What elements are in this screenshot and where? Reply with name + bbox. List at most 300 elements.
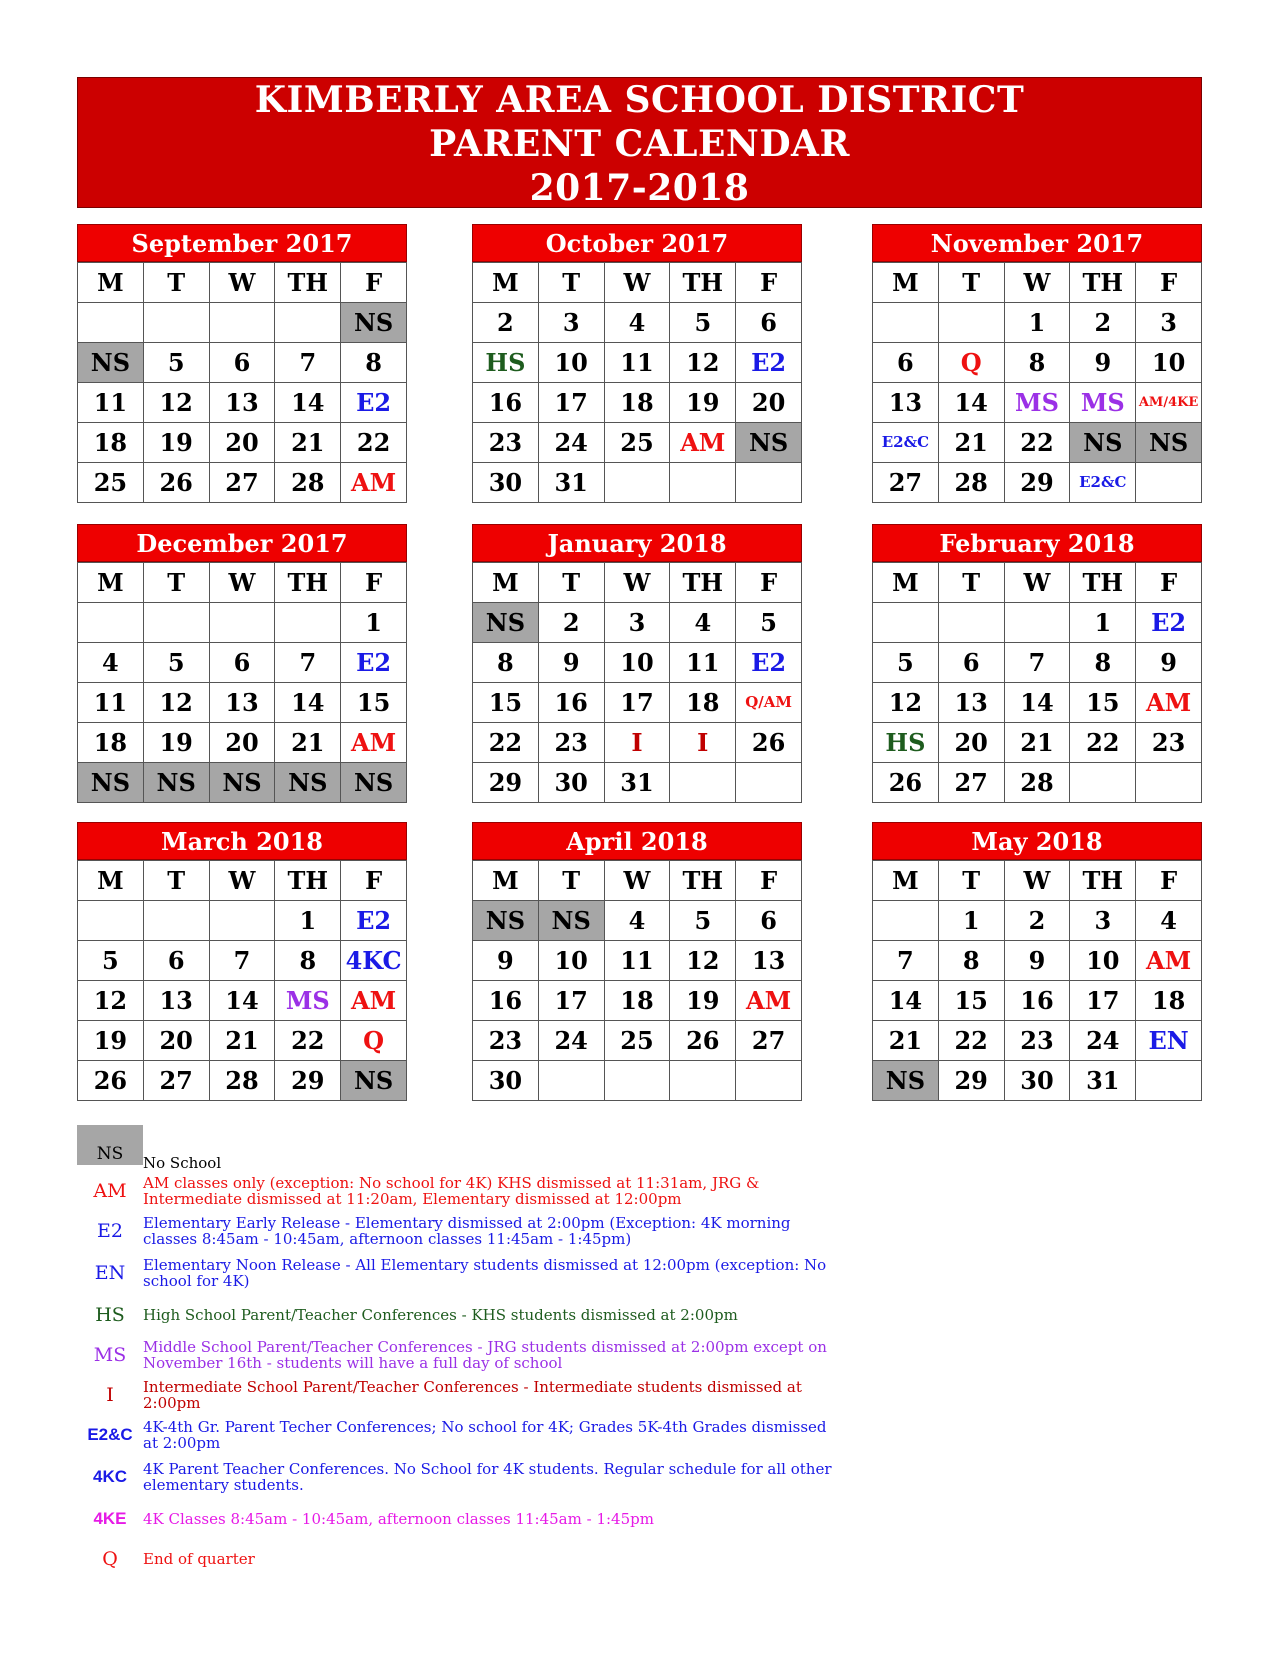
day-cell: 9 [538,643,604,683]
weekday-header: T [938,861,1004,901]
legend-item [77,1251,837,1295]
week-row [473,603,802,643]
weekday-header: T [143,861,209,901]
day-cell: NS [341,1061,407,1101]
day-cell: 13 [209,383,275,423]
day-cell: 14 [275,383,341,423]
day-cell: 4 [604,303,670,343]
week-row [873,303,1202,343]
day-cell: 6 [209,643,275,683]
day-cell: 10 [1070,941,1136,981]
legend-code: E2&C [87,1425,133,1444]
week-row [873,383,1202,423]
day-cell: 6 [209,343,275,383]
empty-day-cell [209,603,275,643]
month-calendar [77,524,407,803]
week-row [78,941,407,981]
empty-day-cell [736,1061,802,1101]
day-cell: 6 [873,343,939,383]
day-cell: 12 [873,683,939,723]
empty-day-cell [736,463,802,503]
day-cell: 13 [209,683,275,723]
week-row [78,981,407,1021]
legend-item [77,1171,837,1211]
day-cell: E2 [341,643,407,683]
day-cell: 7 [1004,643,1070,683]
day-cell: 16 [538,683,604,723]
week-row [873,723,1202,763]
day-cell: 20 [209,423,275,463]
day-cell: 26 [873,763,939,803]
weekday-header: W [1004,563,1070,603]
day-cell: 15 [1070,683,1136,723]
day-cell: 17 [604,683,670,723]
week-row [873,1061,1202,1101]
legend-item [77,1499,837,1539]
day-cell: 27 [938,763,1004,803]
legend-description: Elementary Noon Release - All Elementary students dismissed at 12:00pm (exception: No school for 4K) [143,1256,827,1290]
day-cell: 15 [341,683,407,723]
day-cell: AM [341,723,407,763]
day-cell: NS [275,763,341,803]
week-row [473,463,802,503]
week-row [78,1061,407,1101]
day-cell: 24 [538,423,604,463]
month-title: September 2017 [77,224,407,262]
week-row [873,423,1202,463]
day-cell: 14 [275,683,341,723]
weekday-header: F [1136,563,1202,603]
legend-description: High School Parent/Teacher Conferences - KHS students dismissed at 2:00pm [143,1306,738,1324]
weekday-header: T [143,263,209,303]
week-row [78,343,407,383]
day-cell: 12 [670,941,736,981]
day-cell: 10 [538,343,604,383]
district-title: KIMBERLY AREA SCHOOL DISTRICT [254,79,1025,121]
weekday-header: W [209,263,275,303]
day-cell: E2 [341,901,407,941]
month-grid [872,262,1202,503]
empty-day-cell [938,303,1004,343]
weekday-header: F [341,263,407,303]
week-row [873,343,1202,383]
empty-day-cell [275,303,341,343]
day-cell: 14 [209,981,275,1021]
day-cell: 8 [473,643,539,683]
day-cell: 23 [473,423,539,463]
school-year: 2017-2018 [529,167,750,209]
day-cell: AM [670,423,736,463]
day-cell: 6 [736,303,802,343]
weekday-header: M [78,263,144,303]
legend-description: 4K Parent Teacher Conferences. No School for 4K students. Regular schedule for all other elementary students. [143,1460,832,1494]
weekday-header: W [1004,861,1070,901]
day-cell: AM [1136,683,1202,723]
day-cell: 16 [473,383,539,423]
empty-day-cell [1004,603,1070,643]
weekday-header: M [78,861,144,901]
day-cell: I [670,723,736,763]
weekday-header: TH [275,563,341,603]
month-calendar [77,822,407,1101]
day-cell: 9 [1004,941,1070,981]
weekday-header: TH [670,861,736,901]
day-cell: 13 [938,683,1004,723]
empty-day-cell [209,901,275,941]
weekday-header: T [538,861,604,901]
day-cell: 2 [1070,303,1136,343]
week-row [473,901,802,941]
weekday-header: W [1004,263,1070,303]
day-cell: 23 [1136,723,1202,763]
weekday-header: M [473,563,539,603]
week-row [78,763,407,803]
week-row [473,423,802,463]
day-cell: HS [873,723,939,763]
day-cell: 24 [538,1021,604,1061]
day-cell: E2&C [873,423,939,463]
empty-day-cell [143,303,209,343]
month-grid [472,562,802,803]
day-cell: 30 [473,463,539,503]
day-cell: 1 [275,901,341,941]
month-title: February 2018 [872,524,1202,562]
legend-description: 4K-4th Gr. Parent Techer Conferences; No school for 4K; Grades 5K-4th Grades dismissed at 2:00pm [143,1418,827,1452]
day-cell: AM [736,981,802,1021]
day-cell: 4 [604,901,670,941]
week-row [78,303,407,343]
empty-day-cell [143,603,209,643]
legend-item [77,1539,837,1579]
day-cell: 22 [1004,423,1070,463]
day-cell: 20 [209,723,275,763]
day-cell: 17 [1070,981,1136,1021]
day-cell: 3 [604,603,670,643]
legend-description: 4K Classes 8:45am - 10:45am, afternoon classes 11:45am - 1:45pm [143,1510,654,1528]
day-cell: 21 [275,723,341,763]
day-cell: 17 [538,383,604,423]
day-cell: 31 [1070,1061,1136,1101]
week-row [78,463,407,503]
day-cell: 26 [736,723,802,763]
week-row [473,723,802,763]
day-cell: MS [275,981,341,1021]
day-cell: 22 [473,723,539,763]
day-cell: 29 [473,763,539,803]
day-cell: 17 [538,981,604,1021]
day-cell: 7 [275,343,341,383]
legend-description: No School [143,1154,222,1172]
day-cell: 3 [1070,901,1136,941]
week-row [473,1061,802,1101]
month-grid [872,860,1202,1101]
week-row [78,423,407,463]
day-cell: 7 [275,643,341,683]
legend-item [77,1125,837,1171]
month-calendar [77,224,407,503]
month-grid [472,262,802,503]
day-cell: 1 [341,603,407,643]
weekday-header: T [538,263,604,303]
day-cell: 11 [78,383,144,423]
week-row [78,603,407,643]
month-calendar [872,224,1202,503]
day-cell: MS [1004,383,1070,423]
day-cell: 11 [78,683,144,723]
day-cell: 21 [209,1021,275,1061]
day-cell: 4 [670,603,736,643]
weekday-header: T [938,563,1004,603]
day-cell: 21 [275,423,341,463]
day-cell: MS [1070,383,1136,423]
day-cell: 1 [1004,303,1070,343]
day-cell: 19 [143,723,209,763]
weekday-header: M [873,861,939,901]
weekday-header: TH [670,563,736,603]
day-cell: 28 [275,463,341,503]
day-cell: NS [209,763,275,803]
weekday-header: M [873,263,939,303]
legend-code: HS [95,1304,125,1326]
month-title: October 2017 [472,224,802,262]
weekday-header: M [473,263,539,303]
empty-day-cell [1136,763,1202,803]
day-cell: 26 [143,463,209,503]
day-cell: 16 [1004,981,1070,1021]
weekday-header: W [209,861,275,901]
day-cell: 5 [143,643,209,683]
empty-day-cell [873,603,939,643]
month-title: May 2018 [872,822,1202,860]
day-cell: AM [1136,941,1202,981]
day-cell: 6 [143,941,209,981]
day-cell: NS [341,303,407,343]
day-cell: 16 [473,981,539,1021]
weekday-header: M [78,563,144,603]
empty-day-cell [143,901,209,941]
legend-code: EN [94,1262,126,1284]
day-cell: 15 [938,981,1004,1021]
month-grid [472,860,802,1101]
week-row [873,981,1202,1021]
day-cell: 18 [604,383,670,423]
month-grid [77,262,407,503]
week-row [473,343,802,383]
month-grid [77,860,407,1101]
empty-day-cell [78,603,144,643]
month-calendar [872,822,1202,1101]
day-cell: 3 [1136,303,1202,343]
day-cell: 22 [938,1021,1004,1061]
weekday-header: F [1136,263,1202,303]
week-row [873,1021,1202,1061]
day-cell: 27 [209,463,275,503]
weekday-header: M [473,861,539,901]
day-cell: 8 [938,941,1004,981]
legend-item [77,1295,837,1335]
day-cell: 3 [538,303,604,343]
weekday-header: W [604,563,670,603]
day-cell: 12 [143,683,209,723]
week-row [473,643,802,683]
legend-item [77,1375,837,1415]
day-cell: 27 [143,1061,209,1101]
legend-code: NS [77,1125,143,1165]
week-row [473,683,802,723]
day-cell: 12 [78,981,144,1021]
empty-day-cell [670,763,736,803]
weekday-header: T [143,563,209,603]
day-cell: 23 [1004,1021,1070,1061]
day-cell: 23 [473,1021,539,1061]
day-cell: 20 [736,383,802,423]
day-cell: 12 [670,343,736,383]
weekday-header: TH [275,861,341,901]
day-cell: 22 [1070,723,1136,763]
week-row [78,683,407,723]
day-cell: 4KC [341,941,407,981]
month-calendar [472,822,802,1101]
empty-day-cell [736,763,802,803]
empty-day-cell [938,603,1004,643]
day-cell: 20 [938,723,1004,763]
empty-day-cell [1136,1061,1202,1101]
day-cell: 27 [736,1021,802,1061]
empty-day-cell [78,901,144,941]
day-cell: 9 [1070,343,1136,383]
day-cell: 14 [873,981,939,1021]
week-row [873,643,1202,683]
day-cell: 13 [736,941,802,981]
week-row [78,901,407,941]
legend-code: AM [93,1180,127,1202]
weekday-header: F [341,563,407,603]
day-cell: 2 [1004,901,1070,941]
day-cell: 28 [938,463,1004,503]
day-cell: 5 [143,343,209,383]
day-cell: 29 [938,1061,1004,1101]
day-cell: 31 [538,463,604,503]
day-cell: 11 [604,343,670,383]
legend-description: AM classes only (exception: No school for 4K) KHS dismissed at 11:31am, JRG & Intermediate dismissed at 11:20am, Elementary dismissed at 12:00pm [143,1174,760,1208]
week-row [473,941,802,981]
day-cell: NS [538,901,604,941]
legend-code: MS [93,1344,127,1366]
day-cell: 18 [78,423,144,463]
month-calendar [472,524,802,803]
month-calendar [872,524,1202,803]
week-row [473,981,802,1021]
month-title: January 2018 [472,524,802,562]
day-cell: 11 [604,941,670,981]
week-row [873,763,1202,803]
day-cell: 19 [670,981,736,1021]
month-calendar [472,224,802,503]
empty-day-cell [538,1061,604,1101]
day-cell: E2&C [1070,463,1136,503]
legend-item [77,1335,837,1375]
day-cell: 21 [1004,723,1070,763]
empty-day-cell [604,1061,670,1101]
month-title: November 2017 [872,224,1202,262]
day-cell: 6 [938,643,1004,683]
day-cell: HS [473,343,539,383]
week-row [473,763,802,803]
legend-description: End of quarter [143,1550,255,1568]
day-cell: 21 [873,1021,939,1061]
day-cell: E2 [1136,603,1202,643]
day-cell: 18 [78,723,144,763]
legend-code: 4KC [92,1467,127,1486]
day-cell: 28 [209,1061,275,1101]
empty-day-cell [78,303,144,343]
day-cell: 8 [1004,343,1070,383]
day-cell: NS [1136,423,1202,463]
day-cell: 18 [1136,981,1202,1021]
day-cell: 25 [604,1021,670,1061]
day-cell: 4 [1136,901,1202,941]
day-cell: 7 [209,941,275,981]
day-cell: 24 [1070,1021,1136,1061]
day-cell: 25 [604,423,670,463]
day-cell: 14 [1004,683,1070,723]
day-cell: 27 [873,463,939,503]
empty-day-cell [670,1061,736,1101]
empty-day-cell [873,303,939,343]
empty-day-cell [670,463,736,503]
day-cell: 26 [78,1061,144,1101]
week-row [873,941,1202,981]
empty-day-cell [1070,763,1136,803]
day-cell: 10 [1136,343,1202,383]
day-cell: 18 [670,683,736,723]
week-row [78,1021,407,1061]
legend-item [77,1415,837,1455]
weekday-header: F [736,263,802,303]
day-cell: 2 [538,603,604,643]
day-cell: 19 [670,383,736,423]
day-cell: NS [473,901,539,941]
day-cell: 20 [143,1021,209,1061]
day-cell: Q/AM [736,683,802,723]
week-row [473,303,802,343]
day-cell: 29 [275,1061,341,1101]
day-cell: 22 [341,423,407,463]
day-cell: E2 [736,343,802,383]
day-cell: NS [78,343,144,383]
day-cell: E2 [341,383,407,423]
day-cell: 30 [473,1061,539,1101]
day-cell: 8 [341,343,407,383]
day-cell: 8 [275,941,341,981]
day-cell: 31 [604,763,670,803]
day-cell: AM [341,981,407,1021]
day-cell: Q [938,343,1004,383]
month-grid [872,562,1202,803]
legend-description: Intermediate School Parent/Teacher Conferences - Intermediate students dismissed at 2:00pm [143,1378,802,1412]
month-grid [77,562,407,803]
day-cell: NS [341,763,407,803]
week-row [873,901,1202,941]
day-cell: 26 [670,1021,736,1061]
empty-day-cell [873,901,939,941]
day-cell: NS [873,1061,939,1101]
day-cell: 9 [1136,643,1202,683]
day-cell: 5 [670,901,736,941]
day-cell: 10 [538,941,604,981]
day-cell: 5 [670,303,736,343]
day-cell: 1 [1070,603,1136,643]
